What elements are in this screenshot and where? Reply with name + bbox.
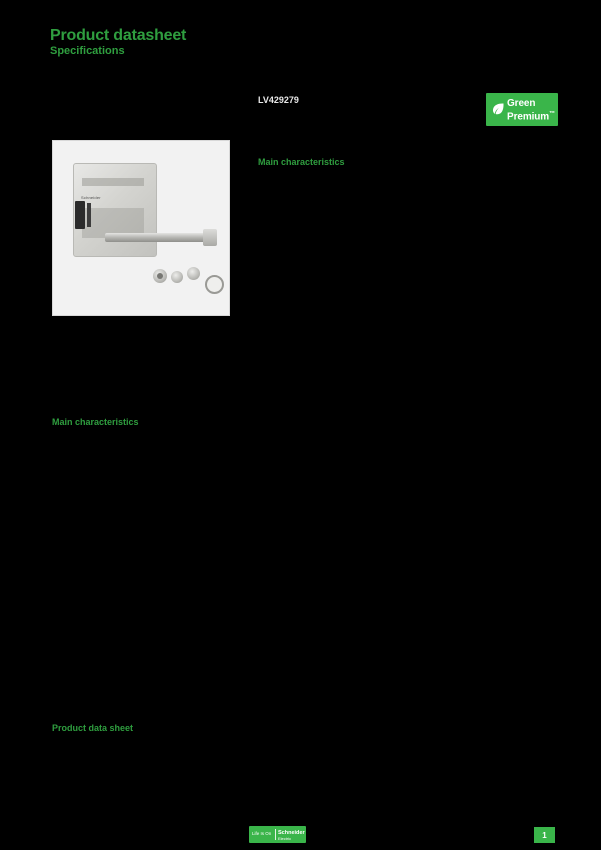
leaf-icon (491, 102, 505, 116)
footer-brand-name (278, 830, 305, 842)
green-premium-line1: Green (507, 98, 536, 109)
page-title: Product datasheet (50, 27, 187, 44)
green-premium-badge (486, 93, 558, 126)
footer-divider (275, 829, 276, 840)
section-heading-left-1: Main characteristics (52, 417, 139, 427)
green-premium-line2: Premium (507, 111, 550, 123)
green-premium-label (507, 98, 555, 122)
terminal-block-body (73, 163, 157, 257)
terminal-clip (75, 201, 85, 229)
footer-brand-logo (249, 826, 306, 843)
page-subtitle: Specifications (50, 45, 125, 57)
washer-2 (171, 271, 183, 283)
footer-tagline: Life Is On (252, 831, 272, 836)
footer-brand-sub: Electric (278, 836, 292, 841)
screw-shaft (105, 233, 215, 242)
terminal-clip-secondary (87, 203, 91, 227)
washer-3 (187, 267, 200, 280)
product-photo (52, 140, 230, 316)
section-heading-main: Main characteristics (258, 157, 345, 167)
screw-head (203, 229, 217, 246)
section-heading-left-2: Product data sheet (52, 723, 134, 733)
washer-4 (205, 275, 224, 294)
footer-brand-main: Schneider (278, 830, 305, 836)
product-brand-mark: Schneider (81, 195, 101, 200)
trademark-mark: ™ (549, 111, 555, 117)
product-reference: LV429279 (258, 95, 299, 105)
nut-1 (157, 273, 163, 279)
page-number: 1 (534, 827, 555, 843)
